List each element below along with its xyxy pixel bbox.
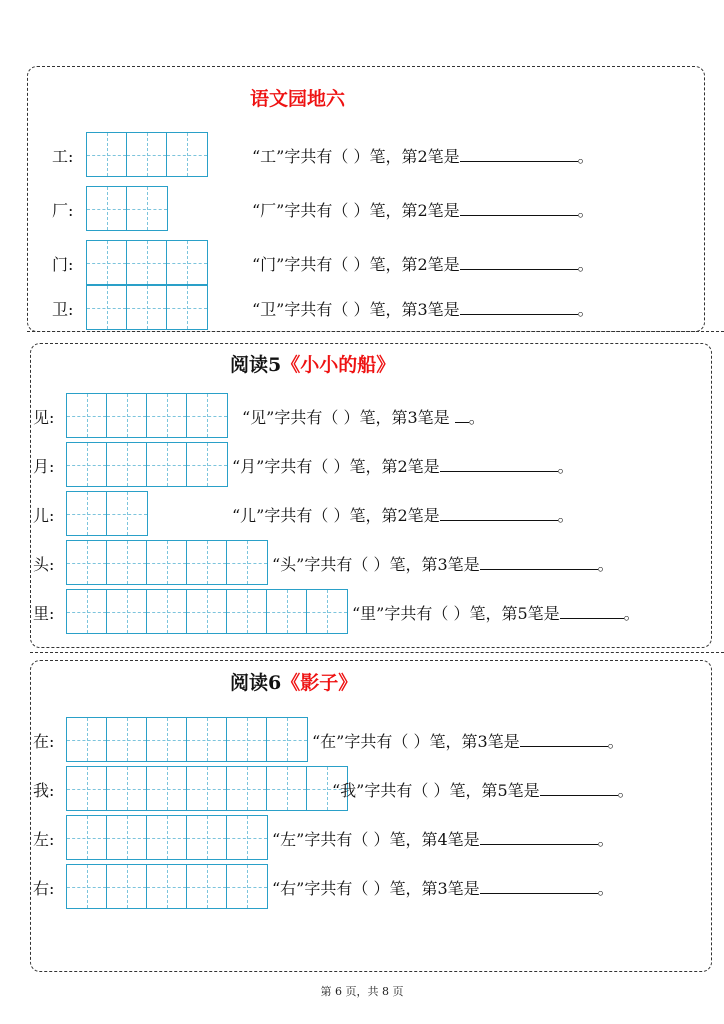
stroke-question: “厂”字共有（ ）笔，第2笔是 。 — [252, 201, 594, 220]
writing-grid[interactable] — [66, 815, 268, 860]
char-row-zuo — [0, 815, 724, 860]
char-row-er — [0, 491, 724, 536]
answer-blank[interactable] — [455, 407, 469, 423]
section-title-2: 阅读5《小小的船》 — [230, 354, 396, 376]
writing-grid[interactable] — [86, 240, 208, 285]
char-row-gong — [0, 132, 724, 177]
divider-2 — [30, 652, 724, 653]
writing-grid[interactable] — [66, 864, 268, 909]
page-footer: 第 6 页，共 8 页 — [320, 985, 404, 998]
answer-blank[interactable] — [520, 731, 608, 747]
stroke-question: “月”字共有（ ）笔，第2笔是 。 — [232, 457, 574, 476]
char-label: 厂: — [52, 201, 74, 220]
stroke-question: “头”字共有（ ）笔，第3笔是 。 — [272, 555, 614, 574]
char-row-tou — [0, 540, 724, 585]
char-row-you — [0, 864, 724, 909]
writing-grid[interactable] — [86, 285, 208, 330]
stroke-question: “卫”字共有（ ）笔，第3笔是 。 — [252, 300, 594, 319]
answer-blank[interactable] — [540, 780, 618, 796]
writing-grid[interactable] — [66, 393, 228, 438]
section-title-1: 语文园地六 — [250, 88, 346, 110]
stroke-question: “里”字共有（ ）笔，第5笔是 。 — [352, 604, 640, 623]
char-row-wo — [0, 766, 724, 811]
char-label: 卫: — [52, 300, 74, 319]
answer-blank[interactable] — [440, 505, 558, 521]
stroke-question: “在”字共有（ ）笔，第3笔是 。 — [312, 732, 624, 751]
answer-blank[interactable] — [460, 299, 578, 315]
writing-grid[interactable] — [66, 766, 348, 811]
char-label: 左: — [33, 830, 55, 849]
writing-grid[interactable] — [66, 717, 308, 762]
stroke-question: “我”字共有（ ）笔，第5笔是 。 — [332, 781, 634, 800]
answer-blank[interactable] — [460, 254, 578, 270]
writing-grid[interactable] — [66, 540, 268, 585]
char-row-wei — [0, 285, 724, 330]
divider-1 — [27, 331, 724, 332]
writing-grid[interactable] — [66, 589, 348, 634]
char-row-li — [0, 589, 724, 634]
char-label: 里: — [33, 604, 55, 623]
answer-blank[interactable] — [480, 829, 598, 845]
char-row-men — [0, 240, 724, 285]
answer-blank[interactable] — [480, 554, 598, 570]
stroke-question: “儿”字共有（ ）笔，第2笔是 。 — [232, 506, 574, 525]
stroke-question: “门”字共有（ ）笔，第2笔是 。 — [252, 255, 594, 274]
answer-blank[interactable] — [460, 200, 578, 216]
stroke-question: “见”字共有（ ）笔，第3笔是 。 — [242, 408, 485, 427]
writing-grid[interactable] — [66, 491, 148, 536]
char-label: 月: — [33, 457, 55, 476]
writing-grid[interactable] — [86, 132, 208, 177]
char-row-chang — [0, 186, 724, 231]
char-row-zai — [0, 717, 724, 762]
char-label: 工: — [52, 147, 74, 166]
char-label: 右: — [33, 879, 55, 898]
char-label: 我: — [33, 781, 55, 800]
writing-grid[interactable] — [66, 442, 228, 487]
answer-blank[interactable] — [480, 878, 598, 894]
char-label: 门: — [52, 255, 74, 274]
section-title-3: 阅读6《影子》 — [230, 672, 358, 694]
char-label: 在: — [33, 732, 55, 751]
stroke-question: “左”字共有（ ）笔，第4笔是 。 — [272, 830, 614, 849]
char-label: 头: — [33, 555, 55, 574]
char-row-yue — [0, 442, 724, 487]
writing-grid[interactable] — [86, 186, 168, 231]
answer-blank[interactable] — [460, 146, 578, 162]
char-label: 儿: — [33, 506, 55, 525]
char-row-jian — [0, 393, 724, 438]
stroke-question: “工”字共有（ ）笔，第2笔是 。 — [252, 147, 594, 166]
stroke-question: “右”字共有（ ）笔，第3笔是 。 — [272, 879, 614, 898]
answer-blank[interactable] — [440, 456, 558, 472]
char-label: 见: — [33, 408, 55, 427]
answer-blank[interactable] — [560, 603, 624, 619]
